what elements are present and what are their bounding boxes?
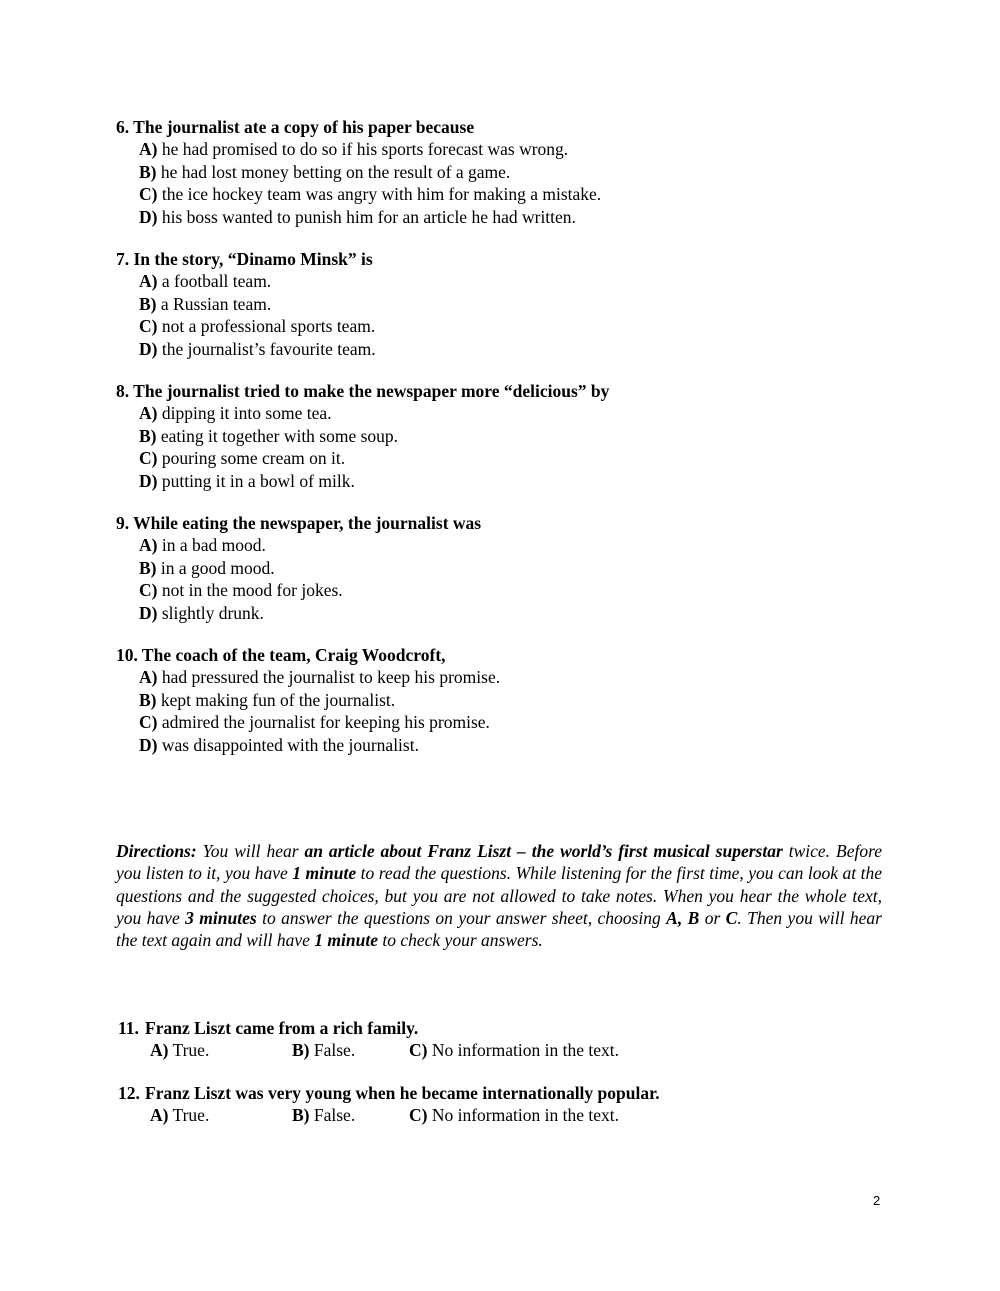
question-stem: 7. In the story, “Dinamo Minsk” is: [116, 249, 373, 269]
question-8: [116, 380, 896, 492]
option-c: C) pouring some cream on it.: [139, 448, 346, 468]
directions-label: Directions:: [116, 841, 197, 861]
option-c: C) admired the journalist for keeping his promise.: [139, 712, 490, 732]
question-9: [116, 512, 896, 624]
option-c: C) No information in the text.: [409, 1105, 619, 1125]
option-a: A) had pressured the journalist to keep his promise.: [139, 667, 501, 687]
question-stem: 9. While eating the newspaper, the journalist was: [116, 513, 482, 533]
option-a: A) dipping it into some tea.: [139, 403, 332, 423]
option-b: B) eating it together with some soup.: [139, 425, 399, 446]
option-d: D) was disappointed with the journalist.: [139, 734, 419, 755]
question-stem: 10. The coach of the team, Craig Woodcroft,: [116, 645, 446, 665]
option-c: C) No information in the text.: [409, 1040, 619, 1060]
option-c: C) the ice hockey team was angry with him for making a mistake.: [139, 184, 602, 204]
option-a: A) True.: [150, 1040, 210, 1060]
options-row: [118, 1039, 898, 1062]
option-a: A) True.: [150, 1105, 210, 1125]
question-10: [116, 644, 896, 756]
option-c: C) not a professional sports team.: [139, 316, 376, 336]
option-b: B) kept making fun of the journalist.: [139, 689, 396, 710]
option-d: D) the journalist’s favourite team.: [139, 338, 376, 359]
option-d: D) his boss wanted to punish him for an article he had written.: [139, 206, 576, 227]
option-d: D) slightly drunk.: [139, 602, 264, 623]
question-6: [116, 116, 896, 228]
question-11: [118, 1017, 898, 1062]
page-number: 2: [873, 1193, 881, 1208]
option-a: A) he had promised to do so if his sports forecast was wrong.: [139, 139, 569, 159]
question-stem: 8. The journalist tried to make the newspaper more “delicious” by: [116, 381, 610, 401]
question-12: [118, 1082, 898, 1127]
question-stem: 6. The journalist ate a copy of his paper because: [116, 117, 475, 137]
option-c: C) not in the mood for jokes.: [139, 580, 343, 600]
options-row: [118, 1104, 898, 1127]
option-a: A) in a bad mood.: [139, 535, 266, 555]
question-stem: 12. Franz Liszt was very young when he became internationally popular.: [118, 1083, 660, 1103]
directions-paragraph: Directions: You will hear an article about Franz Liszt – the world’s first musical superstar twice. Before you listen to it, you have 1 minute to read the questions. While listening for the first time, you can look at the questions and the suggested choices, but you are not allowed to take notes. When you hear the whole text, you have 3 minutes to answer the questions on your answer sheet, choosing A, B or C. Then you will hear the text again and will have 1 minute to check your answers.: [116, 841, 883, 951]
option-b: B) he had lost money betting on the result of a game.: [139, 161, 511, 182]
option-b: B) a Russian team.: [139, 293, 272, 314]
option-d: D) putting it in a bowl of milk.: [139, 470, 355, 491]
question-7: [116, 248, 896, 360]
question-stem: 11. Franz Liszt came from a rich family.: [118, 1018, 419, 1038]
option-b: B) False.: [292, 1040, 356, 1060]
option-b: B) False.: [292, 1105, 356, 1125]
option-b: B) in a good mood.: [139, 557, 275, 578]
option-a: A) a football team.: [139, 271, 272, 291]
